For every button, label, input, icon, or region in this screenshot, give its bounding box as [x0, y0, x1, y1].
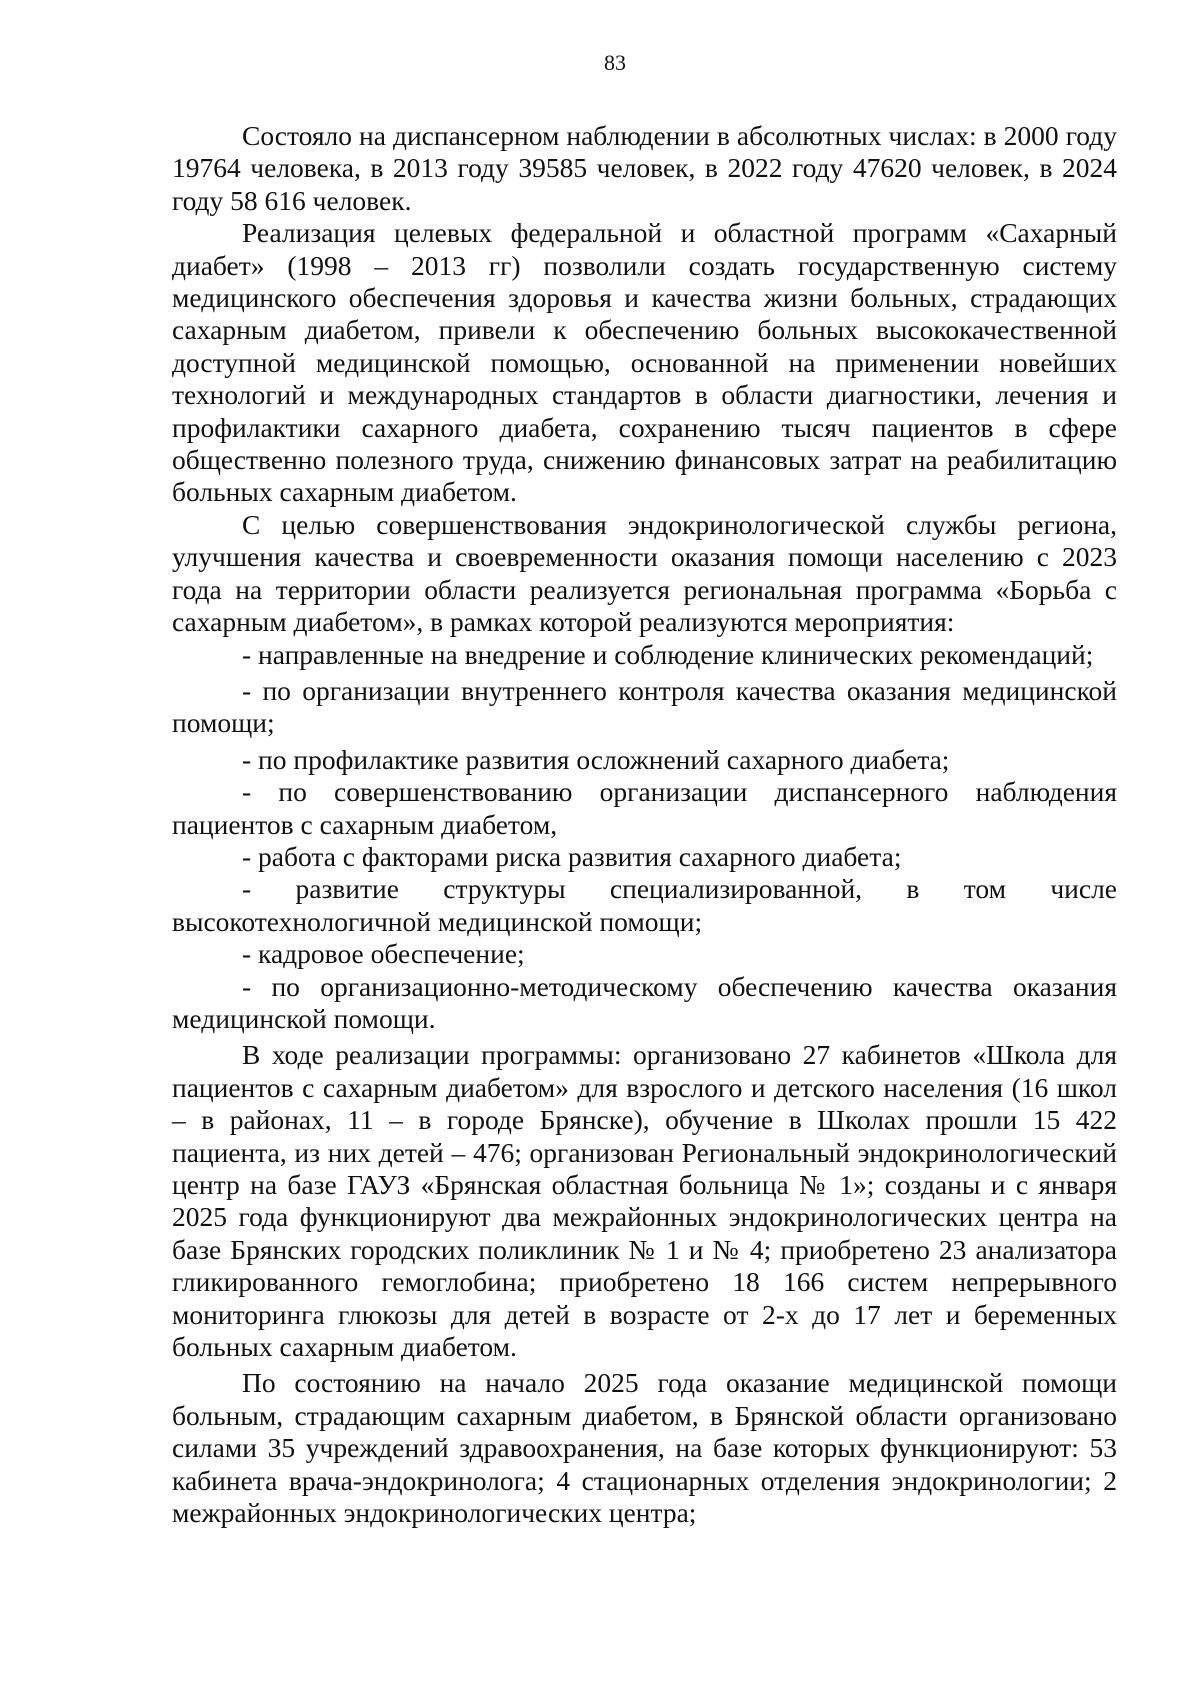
page-number: 83 [604, 50, 626, 75]
list-item-clinical-recommendations: - направленные на внедрение и соблюдение клинических рекомендаций; [242, 638, 1094, 670]
list-item-internal-control: - по организации внутреннего контроля качества оказания медицинской помощи; [172, 674, 1117, 739]
paragraph-target-programs: Реализация целевых федеральной и областной программ «Сахарный диабет» (1998 – 2013 гг) позволили создать государственную систему медицинского обеспечения здоровья и качества жизни больных, страдающих сахарным диабетом, привели к обеспечению больных высококачественной доступной медицинской помощью, основанной на применении новейших технологий и международных стандартов в области диагностики, лечения и профилактики сахарного диабета, сохранению тысяч пациентов в сфере общественно полезного труда, снижению финансовых затрат на реабилитацию больных сахарным диабетом. [172, 217, 1117, 508]
list-item-specialized-care: - развитие структуры специализированной, в том числе высокотехнологичной медицинской помощи; [172, 873, 1117, 937]
list-item-staffing: - кадровое обеспечение; [242, 938, 525, 970]
paragraph-regional-program: С целью совершенствования эндокринологической службы региона, улучшения качества и своевременности оказания помощи населению с 2023 года на территории области реализуется региональная программа «Борьба с сахарным диабетом», в рамках которой реализуются мероприятия: [172, 508, 1117, 638]
paragraph-dispensary-stats: Состояло на диспансерном наблюдении в абсолютных числах: в 2000 году 19764 человека, в 2013 году 39585 человек, в 2022 году 47620 человек, в 2024 году 58 616 человек. [172, 120, 1117, 216]
list-item-complication-prevention: - по профилактике развития осложнений сахарного диабета; [242, 743, 950, 775]
list-item-dispensary-observation: - по совершенствованию организации диспансерного наблюдения пациентов с сахарным диабетом, [172, 776, 1117, 840]
document-body [172, 120, 1117, 1529]
list-item-methodological-support: - по организационно-методическому обеспечению качества оказания медицинской помощи. [172, 970, 1117, 1034]
paragraph-program-results: В ходе реализации программы: организовано 27 кабинетов «Школа для пациентов с сахарным диабетом» для взрослого и детского населения (16 школ – в районах, 11 – в городе Брянске), обучение в Школах прошли 15 422 пациента, из них детей – 476; организован Региональный эндокринологический центр на базе ГАУЗ «Брянская областная больница № 1»; созданы и с января 2025 года функционируют два межрайонных эндокринологических центра на базе Брянских городских поликлиник № 1 и № 4; приобретено 23 анализатора гликированного гемоглобина; приобретено 18 166 систем непрерывного мониторинга глюкозы для детей в возрасте от 2-х до 17 лет и беременных больных сахарным диабетом. [172, 1039, 1117, 1363]
list-item-risk-factors: - работа с факторами риска развития сахарного диабета; [242, 840, 902, 872]
paragraph-care-organization: По состоянию на начало 2025 года оказание медицинской помощи больным, страдающим сахарным диабетом, в Брянской области организовано силами 35 учреждений здравоохранения, на базе которых функционируют: 53 кабинета врача-эндокринолога; 4 стационарных отделения эндокринологии; 2 межрайонных эндокринологических центра; [172, 1367, 1117, 1529]
